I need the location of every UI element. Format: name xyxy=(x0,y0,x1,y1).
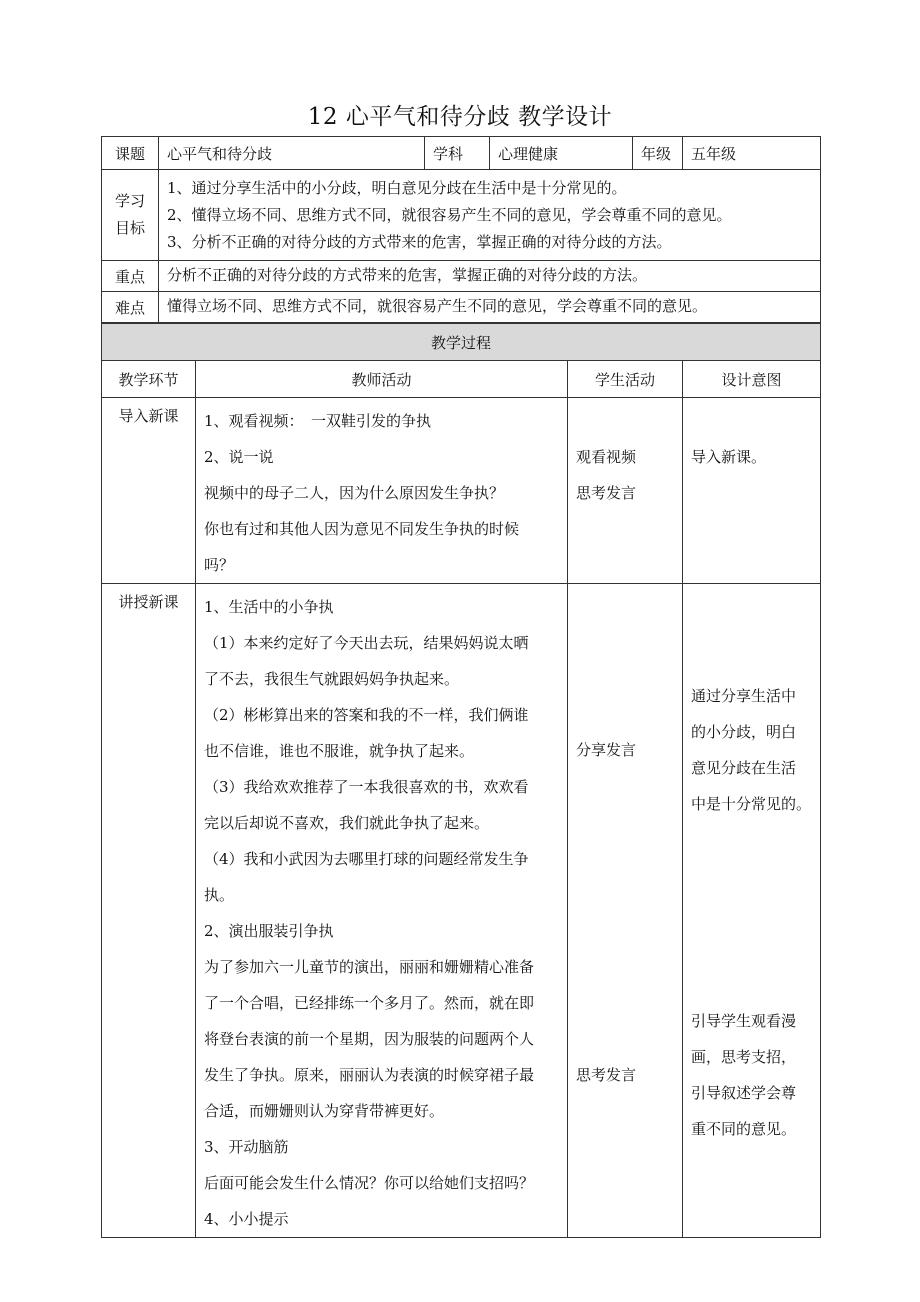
lecture-intent xyxy=(683,584,821,1238)
goals-label xyxy=(102,170,159,261)
student-line: 思考发言 xyxy=(576,1066,637,1084)
topic-value: 心平气和待分歧 xyxy=(159,137,425,170)
intent-line: 引导叙述学会尊 xyxy=(691,1084,797,1102)
goal-item: 3、分析不正确的对待分歧的方式带来的危害，掌握正确的对待分歧的方法。 xyxy=(167,233,672,251)
teacher-line: 合适，而姗姗则认为穿背带裤更好。 xyxy=(204,1102,445,1120)
lecture-stage: 讲授新课 xyxy=(102,584,196,1238)
teacher-line: （1）本来约定好了今天出去玩，结果妈妈说太晒 xyxy=(204,634,529,652)
topic-label: 课题 xyxy=(102,137,159,170)
teacher-line: 1、生活中的小争执 xyxy=(204,598,334,616)
intent-line: 的小分歧，明白 xyxy=(691,723,797,741)
teacher-line: 后面可能会发生什么情况？你可以给她们支招吗？ xyxy=(204,1174,535,1192)
process-band-title: 教学过程 xyxy=(102,324,821,361)
teacher-line: 完以后却说不喜欢，我们就此争执了起来。 xyxy=(204,814,490,832)
student-line: 思考发言 xyxy=(576,484,637,502)
intro-student xyxy=(568,398,683,584)
intent-block-2 xyxy=(691,1003,796,1147)
teacher-line: 执。 xyxy=(204,886,235,904)
teacher-line: 将登台表演的前一个星期，因为服装的问题两个人 xyxy=(204,1030,535,1048)
teacher-line: 了一个合唱，已经排练一个多月了。然而，就在即 xyxy=(204,994,535,1012)
subject-value: 心理健康 xyxy=(490,137,633,170)
teacher-line: 视频中的母子二人，因为什么原因发生争执？ xyxy=(204,484,505,502)
process-table xyxy=(101,323,821,1238)
goals-cell xyxy=(159,170,821,261)
teacher-line: 你也有过和其他人因为意见不同发生争执的时候 xyxy=(204,520,520,538)
intent-line: 通过分享生活中 xyxy=(691,687,797,705)
header-intent: 设计意图 xyxy=(683,361,821,398)
grade-label: 年级 xyxy=(633,137,683,170)
info-table xyxy=(101,136,821,323)
teacher-line: 发生了争执。原来，丽丽认为表演的时候穿裙子最 xyxy=(204,1066,535,1084)
intro-intent: 导入新课。 xyxy=(683,398,821,584)
lecture-student xyxy=(568,584,683,1238)
intent-line: 画，思考支招， xyxy=(691,1048,797,1066)
teacher-line: 为了参加六一儿童节的演出，丽丽和姗姗精心准备 xyxy=(204,958,535,976)
teacher-line: 2、演出服装引争执 xyxy=(204,922,334,940)
lecture-teacher xyxy=(196,584,568,1238)
teacher-line: （2）彬彬算出来的答案和我的不一样，我们俩谁 xyxy=(204,706,529,724)
header-teacher: 教师活动 xyxy=(196,361,568,398)
student-line: 分享发言 xyxy=(576,741,637,759)
intent-line: 意见分歧在生活 xyxy=(691,759,797,777)
document-title: 12 心平气和待分歧 教学设计 xyxy=(307,104,613,130)
teacher-line: 4、小小提示 xyxy=(204,1210,289,1228)
teacher-line: 3、开动脑筋 xyxy=(204,1138,289,1156)
teacher-line: 了不去，我很生气就跟妈妈争执起来。 xyxy=(204,670,460,688)
intro-teacher xyxy=(196,398,568,584)
intent-block-1 xyxy=(691,678,811,822)
header-stage: 教学环节 xyxy=(102,361,196,398)
teacher-line: 吗？ xyxy=(204,556,235,574)
key-label: 重点 xyxy=(102,261,159,292)
goal-item: 1、通过分享生活中的小分歧，明白意见分歧在生活中是十分常见的。 xyxy=(167,179,627,197)
teacher-line: （3）我给欢欢推荐了一本我很喜欢的书，欢欢看 xyxy=(204,778,529,796)
subject-label: 学科 xyxy=(425,137,490,170)
key-value: 分析不正确的对待分歧的方式带来的危害，掌握正确的对待分歧的方法。 xyxy=(159,261,821,292)
header-student: 学生活动 xyxy=(568,361,683,398)
teacher-line: 1、观看视频： 一双鞋引发的争执 xyxy=(204,412,432,430)
teacher-line: 2、说一说 xyxy=(204,448,274,466)
intent-line: 重不同的意见。 xyxy=(691,1120,797,1138)
teacher-line: 也不信谁，谁也不服谁，就争执了起来。 xyxy=(204,742,475,760)
difficulty-value: 懂得立场不同、思维方式不同，就很容易产生不同的意见，学会尊重不同的意见。 xyxy=(159,292,821,323)
grade-value: 五年级 xyxy=(683,137,821,170)
intent-line: 中是十分常见的。 xyxy=(691,795,812,813)
difficulty-label: 难点 xyxy=(102,292,159,323)
intro-stage: 导入新课 xyxy=(102,398,196,584)
intent-line: 引导学生观看漫 xyxy=(691,1012,797,1030)
goal-item: 2、懂得立场不同、思维方式不同，就很容易产生不同的意见，学会尊重不同的意见。 xyxy=(167,206,732,224)
goals-label-line: 目标 xyxy=(114,219,145,237)
goals-label-line: 学习 xyxy=(114,192,145,210)
student-line: 观看视频 xyxy=(576,448,637,466)
teacher-line: （4）我和小武因为去哪里打球的问题经常发生争 xyxy=(204,850,529,868)
